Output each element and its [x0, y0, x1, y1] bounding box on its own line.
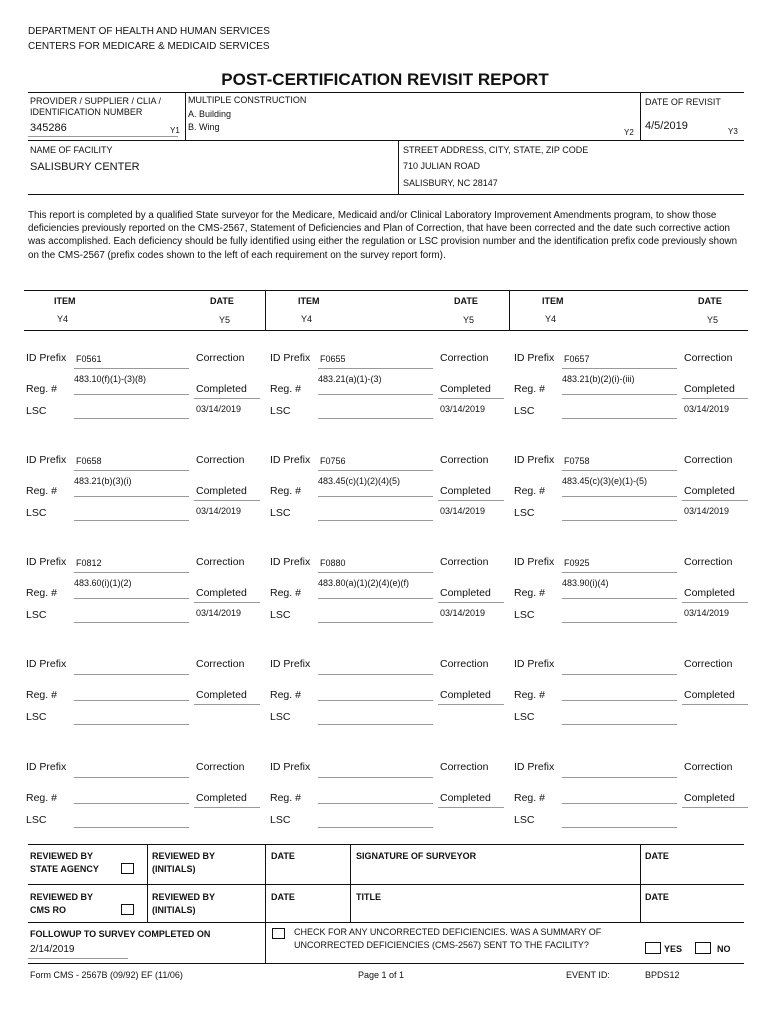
completed-date: 03/14/2019	[684, 404, 730, 414]
grid-top-border	[24, 290, 748, 291]
reg-line	[74, 394, 189, 395]
lsc-line	[74, 622, 189, 623]
completed-date-line	[682, 807, 748, 808]
reg-line	[74, 700, 189, 701]
id-prefix-line	[318, 572, 433, 573]
lsc-line	[74, 418, 189, 419]
column-y4-code: Y4	[545, 314, 557, 324]
id-prefix-value: F0880	[320, 558, 346, 568]
completed-label: Completed	[196, 689, 247, 701]
reg-label: Reg. #	[270, 792, 301, 804]
instructions-paragraph: This report is completed by a qualified State surveyor for the Medicare, Medicaid and/or Clinical Laboratory Improvement Amendments program, to show those deficiencies previously reported on the CMS-2567, Statement of Deficiencies and Plan of Correction, that have been corrected and the date such corrective action was accomplished. Each deficiency should be fully identified using either the regulation or LSC provision number and the identification prefix code previously shown on the CMS-2567 (prefix codes shown to the left of each requirement on the survey report form).	[28, 210, 738, 261]
id-prefix-label: ID Prefix	[270, 352, 311, 364]
date-label-2: DATE	[645, 851, 669, 861]
reg-line	[562, 496, 677, 497]
reg-value: 483.45(c)(1)(2)(4)(5)	[318, 476, 401, 486]
id-prefix-value: F0561	[76, 354, 102, 364]
correction-label: Correction	[196, 352, 245, 364]
completed-date-line	[194, 398, 260, 399]
reg-label: Reg. #	[514, 689, 545, 701]
id-prefix-label: ID Prefix	[270, 761, 311, 773]
lsc-line	[562, 520, 677, 521]
completed-date: 03/14/2019	[196, 608, 242, 618]
lsc-line	[562, 827, 677, 828]
completed-label: Completed	[684, 587, 735, 599]
id-prefix-label: ID Prefix	[514, 658, 555, 670]
correction-label: Correction	[440, 454, 489, 466]
column-y4-code: Y4	[301, 314, 313, 324]
id-prefix-label: ID Prefix	[26, 658, 67, 670]
id-prefix-label: ID Prefix	[270, 556, 311, 568]
date-label-3: DATE	[271, 892, 295, 902]
department-name: DEPARTMENT OF HEALTH AND HUMAN SERVICES	[28, 26, 270, 37]
multiple-construction-label: MULTIPLE CONSTRUCTION	[188, 95, 307, 105]
lsc-label: LSC	[270, 405, 291, 417]
lsc-label: LSC	[514, 405, 535, 417]
column-item-header: ITEM	[542, 296, 564, 306]
completed-date: 03/14/2019	[684, 506, 730, 516]
lsc-line	[318, 520, 433, 521]
y3-code: Y3	[728, 127, 738, 136]
correction-label: Correction	[684, 556, 733, 568]
column-y5-code: Y5	[219, 315, 231, 325]
completed-label: Completed	[684, 689, 735, 701]
completed-date-line	[682, 398, 748, 399]
event-id-value: BPDS12	[645, 970, 680, 980]
cms-ro-checkbox[interactable]	[121, 904, 134, 915]
correction-label: Correction	[440, 556, 489, 568]
reg-value: 483.21(b)(3)(i)	[74, 476, 132, 486]
lsc-label: LSC	[26, 507, 47, 519]
cms-ro-label: CMS RO	[30, 905, 66, 915]
completed-label: Completed	[196, 383, 247, 395]
id-prefix-label: ID Prefix	[270, 658, 311, 670]
id-prefix-label: ID Prefix	[26, 352, 67, 364]
id-prefix-line	[562, 470, 677, 471]
top-vline-2	[640, 92, 641, 140]
id-prefix-value: F0657	[564, 354, 590, 364]
grid-header-vline-2	[509, 290, 510, 330]
lsc-label: LSC	[270, 609, 291, 621]
reg-label: Reg. #	[270, 485, 301, 497]
date-label-4: DATE	[645, 892, 669, 902]
building-label: A. Building	[188, 109, 232, 119]
top-border	[28, 92, 744, 93]
y1-code: Y1	[170, 126, 180, 135]
reviewed-by-initials-label-2: REVIEWED BY	[152, 892, 216, 902]
column-y5-code: Y5	[707, 315, 719, 325]
reg-value: 483.90(i)(4)	[562, 578, 609, 588]
id-prefix-label: ID Prefix	[514, 352, 555, 364]
facility-name-label: NAME OF FACILITY	[30, 145, 113, 155]
reg-label: Reg. #	[514, 485, 545, 497]
completed-label: Completed	[196, 587, 247, 599]
completed-date: 03/14/2019	[684, 608, 730, 618]
bottom-divider-2	[28, 922, 744, 923]
correction-label: Correction	[684, 352, 733, 364]
initials-label-2: (INITIALS)	[152, 905, 196, 915]
reg-label: Reg. #	[26, 689, 57, 701]
lsc-label: LSC	[270, 711, 291, 723]
lsc-label: LSC	[514, 507, 535, 519]
reg-label: Reg. #	[514, 383, 545, 395]
completed-label: Completed	[684, 792, 735, 804]
reg-label: Reg. #	[26, 587, 57, 599]
lsc-line	[74, 827, 189, 828]
lsc-label: LSC	[514, 814, 535, 826]
reg-label: Reg. #	[26, 485, 57, 497]
no-label: NO	[717, 944, 731, 954]
wing-label: B. Wing	[188, 122, 220, 132]
id-prefix-line	[318, 777, 433, 778]
column-item-header: ITEM	[298, 296, 320, 306]
correction-label: Correction	[684, 761, 733, 773]
bottom-divider-1	[28, 884, 744, 885]
reg-line	[562, 803, 677, 804]
completed-date-line	[194, 704, 260, 705]
column-date-header: DATE	[454, 296, 478, 306]
reg-label: Reg. #	[514, 792, 545, 804]
lsc-label: LSC	[26, 609, 47, 621]
facility-name-value: SALISBURY CENTER	[30, 161, 140, 173]
lsc-line	[562, 418, 677, 419]
initials-label: (INITIALS)	[152, 864, 196, 874]
reg-line	[318, 394, 433, 395]
lsc-line	[318, 418, 433, 419]
id-prefix-label: ID Prefix	[26, 454, 67, 466]
grid-header-vline-1	[265, 290, 266, 330]
form-number: Form CMS - 2567B (09/92) EF (11/06)	[30, 970, 183, 980]
id-prefix-label: ID Prefix	[26, 761, 67, 773]
completed-label: Completed	[440, 792, 491, 804]
title-label: TITLE	[356, 892, 381, 902]
id-prefix-line	[74, 470, 189, 471]
completed-date: 03/14/2019	[196, 404, 242, 414]
address-line-2: SALISBURY, NC 28147	[403, 178, 498, 188]
address-label: STREET ADDRESS, CITY, STATE, ZIP CODE	[403, 145, 589, 155]
reviewed-by-cms-label: REVIEWED BY	[30, 892, 94, 902]
completed-label: Completed	[684, 485, 735, 497]
provider-label: PROVIDER / SUPPLIER / CLIA /	[30, 96, 162, 106]
provider-underline	[28, 136, 178, 137]
bottom-vline-3	[350, 844, 351, 922]
reg-value: 483.45(c)(3)(e)(1)-(5)	[562, 476, 648, 486]
correction-label: Correction	[196, 454, 245, 466]
completed-date-line	[438, 398, 504, 399]
correction-label: Correction	[440, 352, 489, 364]
facility-vline	[398, 140, 399, 194]
reg-value: 483.21(a)(1)-(3)	[318, 374, 382, 384]
id-prefix-value: F0925	[564, 558, 590, 568]
completed-date-line	[438, 500, 504, 501]
lsc-line	[74, 724, 189, 725]
lsc-line	[318, 827, 433, 828]
id-prefix-value: F0655	[320, 354, 346, 364]
lsc-label: LSC	[26, 711, 47, 723]
id-prefix-label: ID Prefix	[514, 454, 555, 466]
reg-value: 483.60(i)(1)(2)	[74, 578, 132, 588]
reg-line	[74, 598, 189, 599]
yes-checkbox[interactable]	[645, 942, 661, 954]
completed-date-line	[438, 602, 504, 603]
column-date-header: DATE	[210, 296, 234, 306]
reg-line	[318, 598, 433, 599]
reg-line	[562, 598, 677, 599]
lsc-line	[74, 520, 189, 521]
signature-label: SIGNATURE OF SURVEYOR	[356, 851, 477, 861]
reg-label: Reg. #	[514, 587, 545, 599]
lsc-label: LSC	[514, 711, 535, 723]
date-of-revisit-label: DATE OF REVISIT	[645, 97, 721, 107]
completed-date-line	[682, 500, 748, 501]
completed-label: Completed	[440, 689, 491, 701]
lsc-label: LSC	[514, 609, 535, 621]
uncorrected-text-1: CHECK FOR ANY UNCORRECTED DEFICIENCIES. WAS A SUMMARY OF	[294, 927, 602, 937]
correction-label: Correction	[684, 454, 733, 466]
completed-label: Completed	[196, 485, 247, 497]
id-prefix-line	[562, 572, 677, 573]
facility-bottom-border	[28, 194, 744, 195]
centers-name: CENTERS FOR MEDICARE & MEDICAID SERVICES	[28, 41, 270, 52]
completed-date-line	[682, 602, 748, 603]
completed-date: 03/14/2019	[440, 404, 486, 414]
lsc-label: LSC	[26, 405, 47, 417]
lsc-label: LSC	[26, 814, 47, 826]
completed-date-line	[194, 807, 260, 808]
column-item-header: ITEM	[54, 296, 76, 306]
bottom-vline-4	[640, 844, 641, 922]
reg-label: Reg. #	[26, 383, 57, 395]
lsc-line	[318, 724, 433, 725]
reviewed-by-initials-label: REVIEWED BY	[152, 851, 216, 861]
completed-date: 03/14/2019	[196, 506, 242, 516]
lsc-line	[562, 724, 677, 725]
state-agency-checkbox[interactable]	[121, 863, 134, 874]
reg-value: 483.10(f)(1)-(3)(8)	[74, 374, 147, 384]
correction-label: Correction	[196, 761, 245, 773]
id-prefix-line	[318, 470, 433, 471]
lsc-line	[562, 622, 677, 623]
completed-date: 03/14/2019	[440, 506, 486, 516]
column-y5-code: Y5	[463, 315, 475, 325]
event-id-label: EVENT ID:	[566, 970, 610, 980]
provider-number: 345286	[30, 122, 67, 134]
reg-line	[562, 700, 677, 701]
reg-line	[74, 496, 189, 497]
correction-label: Correction	[196, 556, 245, 568]
reg-line	[318, 803, 433, 804]
date-of-revisit-value: 4/5/2019	[645, 120, 688, 132]
completed-date-line	[438, 807, 504, 808]
page-number: Page 1 of 1	[358, 970, 405, 980]
top-divider	[28, 140, 744, 141]
id-prefix-label: ID Prefix	[514, 761, 555, 773]
lsc-line	[318, 622, 433, 623]
bottom-border	[28, 963, 744, 964]
y2-code: Y2	[624, 128, 634, 137]
correction-label: Correction	[440, 761, 489, 773]
id-prefix-line	[318, 368, 433, 369]
completed-date-line	[438, 704, 504, 705]
id-prefix-value: F0756	[320, 456, 346, 466]
id-prefix-line	[562, 674, 677, 675]
completed-date-line	[194, 602, 260, 603]
uncorrected-checkbox[interactable]	[272, 928, 285, 939]
id-prefix-line	[318, 674, 433, 675]
id-prefix-line	[74, 674, 189, 675]
column-date-header: DATE	[698, 296, 722, 306]
reg-line	[562, 394, 677, 395]
lsc-label: LSC	[270, 507, 291, 519]
lsc-label: LSC	[270, 814, 291, 826]
grid-header-border	[24, 330, 748, 331]
completed-date-line	[194, 500, 260, 501]
form-title: POST-CERTIFICATION REVISIT REPORT	[221, 70, 549, 89]
id-prefix-label: ID Prefix	[270, 454, 311, 466]
correction-label: Correction	[196, 658, 245, 670]
id-prefix-line	[562, 368, 677, 369]
reg-label: Reg. #	[26, 792, 57, 804]
date-label: DATE	[271, 851, 295, 861]
completed-label: Completed	[196, 792, 247, 804]
id-prefix-line	[74, 368, 189, 369]
bottom-vline-2	[265, 844, 266, 963]
reviewed-by-label: REVIEWED BY	[30, 851, 94, 861]
bottom-top-border	[28, 844, 744, 845]
reg-label: Reg. #	[270, 689, 301, 701]
reg-line	[318, 496, 433, 497]
reg-line	[318, 700, 433, 701]
completed-label: Completed	[440, 587, 491, 599]
id-prefix-label: ID Prefix	[26, 556, 67, 568]
provider-label-2: IDENTIFICATION NUMBER	[30, 107, 143, 117]
completed-label: Completed	[440, 383, 491, 395]
reg-line	[74, 803, 189, 804]
address-line-1: 710 JULIAN ROAD	[403, 161, 481, 171]
id-prefix-label: ID Prefix	[514, 556, 555, 568]
correction-label: Correction	[684, 658, 733, 670]
reg-label: Reg. #	[270, 587, 301, 599]
id-prefix-line	[562, 777, 677, 778]
completed-date-line	[682, 704, 748, 705]
top-vline-1	[185, 92, 186, 140]
bottom-vline-1	[147, 844, 148, 922]
id-prefix-value: F0658	[76, 456, 102, 466]
yes-label: YES	[664, 944, 683, 954]
reg-value: 483.80(a)(1)(2)(4)(e)(f)	[318, 578, 410, 588]
state-agency-label: STATE AGENCY	[30, 864, 99, 874]
followup-value: 2/14/2019	[30, 944, 75, 955]
id-prefix-value: F0758	[564, 456, 590, 466]
correction-label: Correction	[440, 658, 489, 670]
column-y4-code: Y4	[57, 314, 69, 324]
followup-label: FOLLOWUP TO SURVEY COMPLETED ON	[30, 929, 211, 939]
completed-label: Completed	[440, 485, 491, 497]
uncorrected-text-2: UNCORRECTED DEFICIENCIES (CMS-2567) SENT TO THE FACILITY?	[294, 940, 589, 950]
no-checkbox[interactable]	[695, 942, 711, 954]
completed-label: Completed	[684, 383, 735, 395]
id-prefix-value: F0812	[76, 558, 102, 568]
completed-date: 03/14/2019	[440, 608, 486, 618]
followup-underline	[28, 958, 128, 959]
reg-value: 483.21(b)(2)(i)-(iii)	[562, 374, 635, 384]
id-prefix-line	[74, 572, 189, 573]
reg-label: Reg. #	[270, 383, 301, 395]
id-prefix-line	[74, 777, 189, 778]
